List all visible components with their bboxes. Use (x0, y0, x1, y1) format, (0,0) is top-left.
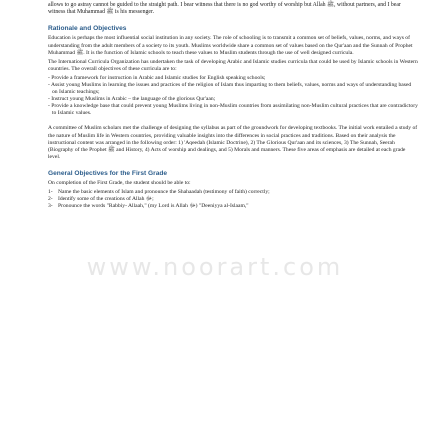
objective-item: - Provide a knowledge base that could prevent young Muslims living in non-Muslim countries from assimilating non-Muslim cultural practices that are contradictory to Islamic values. (48, 103, 418, 117)
document-page (48, 2, 418, 210)
item-number: 1- (48, 189, 53, 195)
rationale-paragraph-2: The International Curricula Organization has undertaken the task of developing Arabic and Islamic studies curricula that could be used by Islamic schools in Western countries. The overall objectives of these curricula are to: (48, 58, 418, 72)
objectives-list (48, 75, 418, 118)
objective-item: - Assist young Muslims in learning the issues and practices of the religion of Islam thus imparting to them beliefs, values, norms and ways of understanding based on Islamic teachings; (48, 81, 412, 96)
first-grade-list (48, 189, 418, 210)
item-text: Pronounce the words "Rabbiy- Allaah," (my Lord is Allah ﷻ) "Deeniyya al-Islaam," (58, 203, 249, 210)
rationale-paragraph-1: Education is perhaps the most influential social institution in any society. The role of schooling is to transmit a common set of beliefs, values, norms, and ways of understanding from the adult members of a society to its youth. Muslims worldwide share a common set of values based on the Qur'aan and the Sunnah of Prophet Muhammad ﷺ. It is the function of Islamic schools to teach these values to Muslim students through the use of well designed curricula. (48, 35, 413, 56)
first-grade-heading: General Objectives for the First Grade (48, 169, 168, 177)
rationale-paragraph-3: A committee of Muslim scholars met the challenge of designing the syllabus as part of the groundwork for developing textbooks. The initial work entailed a study of the nature of Muslim life in Western countries, providing valuable insights into the differences in social practices and traditions. Based on their analysis the instructional content was arranged in the following order: 1) 'Aqeedah (Islamic Doctrine), 2) The Glorious Qur'aan and its sciences, 3) The Sunnah, Seerah (Biography of the Prophet ﷺ and History, 4) Acts of worship and dealings, and 5) Morals and manners. These five areas of emphasis are detailed at each grade level. (48, 125, 418, 160)
item-number: 3- (48, 203, 53, 210)
item-text: Identify some of the creations of Allah ﷻ; (58, 196, 154, 203)
rationale-heading: Rationale and Objectives (48, 25, 127, 33)
item-text: Name the basic elements of Islam and pronounce the Shahaadah (testimony of faith) correctly; (58, 189, 270, 195)
item-number: 2- (48, 196, 53, 203)
intro-paragraph: allows to go astray cannot be guided to the straight path. I bear witness that there is no god worthy of worship but Allah ﷺ, without partners, and I bear witness that Muhammad ﷺ is his messenger. (48, 2, 401, 16)
objective-item: - Provide a framework for instruction in Arabic and Islamic studies for English speaking schools; (48, 74, 266, 81)
watermark: www.noorart.com (86, 253, 344, 281)
first-grade-item (48, 203, 418, 210)
first-grade-lead: On completion of the First Grade, the student should be able to: (48, 179, 191, 186)
objective-item: - Instruct young Muslims in Arabic – the language of the glorious Qur'aan; (48, 96, 216, 103)
